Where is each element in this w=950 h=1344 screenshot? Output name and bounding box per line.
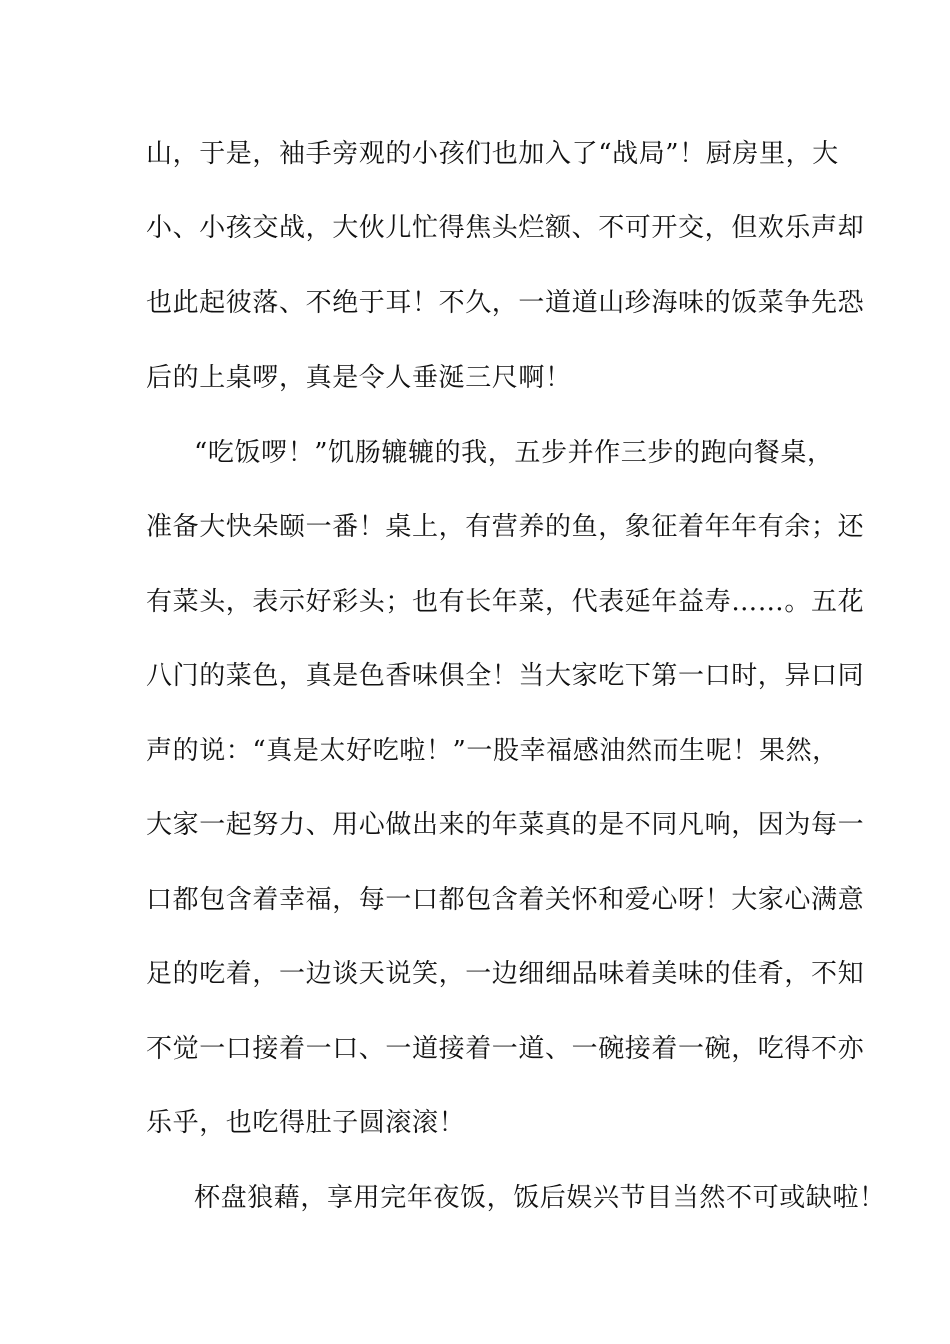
text-line: 乐乎，也吃得肚子圆滚滚！ — [146, 1108, 466, 1138]
text-line: 声的说：“真是太好吃啦！”一股幸福感油然而生呢！果然， — [146, 736, 839, 766]
text-line: 不觉一口接着一口、一道接着一道、一碗接着一碗，吃得不亦 — [146, 1034, 865, 1064]
text-line: 八门的菜色，真是色香味俱全！当大家吃下第一口时，异口同 — [146, 661, 865, 691]
text-line: 有菜头，表示好彩头；也有长年菜，代表延年益寿……。五花 — [146, 587, 865, 617]
text-line: 山，于是，袖手旁观的小孩们也加入了“战局”！厨房里，大 — [146, 139, 839, 169]
text-line: 大家一起努力、用心做出来的年菜真的是不同凡响，因为每一 — [146, 810, 865, 840]
text-line: 也此起彼落、不绝于耳！不久，一道道山珍海味的饭菜争先恐 — [146, 288, 865, 318]
text-line: 准备大快朵颐一番！桌上，有营养的鱼，象征着年年有余；还 — [146, 512, 865, 542]
text-line: “吃饭啰！”饥肠辘辘的我，五步并作三步的跑向餐桌， — [194, 438, 834, 468]
text-line: 口都包含着幸福，每一口都包含着关怀和爱心呀！大家心满意 — [146, 885, 865, 915]
text-line: 小、小孩交战，大伙儿忙得焦头烂额、不可开交，但欢乐声却 — [146, 213, 865, 243]
text-line: 后的上桌啰，真是令人垂涎三尺啊！ — [146, 363, 572, 393]
text-line: 杯盘狼藉，享用完年夜饭，饭后娱兴节目当然不可或缺啦！ — [194, 1183, 886, 1213]
text-line: 足的吃着，一边谈天说笑，一边细细品味着美味的佳肴，不知 — [146, 959, 865, 989]
